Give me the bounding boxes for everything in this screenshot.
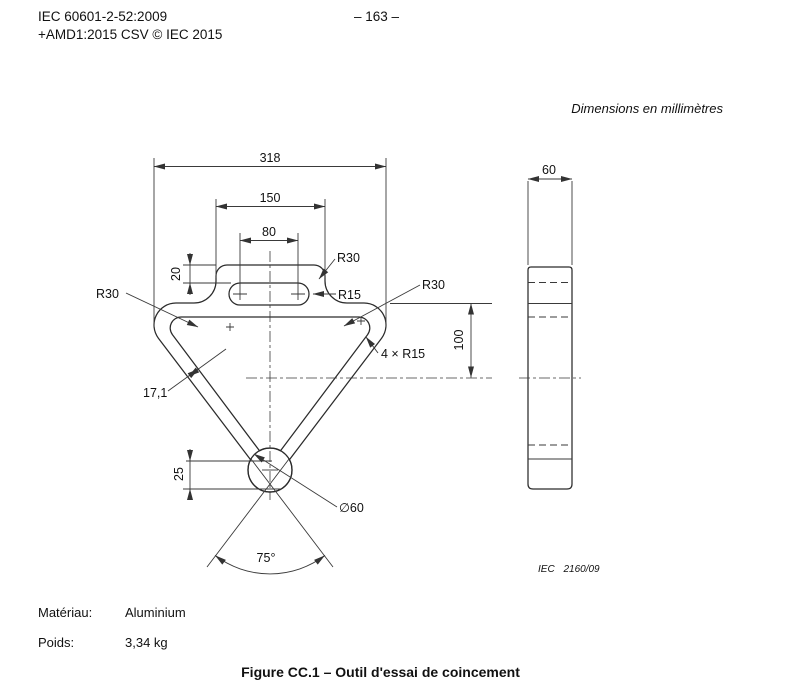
standard-reference: IEC 60601-2-52:2009 — [38, 9, 168, 24]
material-spec-row — [38, 605, 186, 620]
dim-80-label: 80 — [262, 225, 276, 239]
dim-20-label: 20 — [169, 267, 183, 281]
dim-150-label: 150 — [259, 191, 281, 205]
dim-100-label: 100 — [452, 329, 466, 351]
dim-25-extensions — [183, 461, 282, 489]
angle-75-arrow-right — [319, 556, 324, 560]
dim-dia60-label: ∅60 — [339, 501, 364, 515]
side-dim-60-label: 60 — [542, 163, 556, 177]
weight-value: 3,34 kg — [125, 635, 168, 650]
material-value: Aluminium — [125, 605, 186, 620]
dim-17-1-arrow-inner — [191, 369, 198, 374]
dim-318-label: 318 — [259, 151, 281, 165]
radius-r30-right-label: R30 — [422, 278, 445, 292]
side-edge-lines — [528, 304, 572, 460]
figure-reference: IEC 2160/09 — [538, 564, 600, 575]
weight-spec-row — [38, 635, 168, 650]
radius-4xr15-label: 4 × R15 — [381, 347, 426, 361]
dim-25-label: 25 — [172, 467, 186, 481]
weight-label: Poids: — [38, 635, 75, 650]
radius-r30-tab-leader — [319, 259, 335, 279]
angle-75-label: 75° — [256, 551, 276, 565]
amendment-reference: +AMD1:2015 CSV © IEC 2015 — [38, 26, 223, 42]
radius-r15-slot-label: R15 — [338, 288, 361, 302]
dim-17-1-label: 17,1 — [143, 386, 168, 400]
side-dim-60-extensions — [528, 181, 572, 265]
radius-r30-tab-label: R30 — [337, 251, 360, 265]
side-hidden-lines — [528, 283, 572, 446]
radius-r30-left-leader — [126, 293, 198, 327]
radius-r30-left-label: R30 — [96, 287, 119, 301]
dim-dia60-leader — [254, 454, 337, 507]
page-number: – 163 – — [354, 9, 400, 24]
material-label: Matériau: — [38, 605, 93, 620]
units-note: Dimensions en millimètres — [571, 101, 723, 116]
dim-80-extensions — [240, 233, 298, 300]
figure-caption: Figure CC.1 – Outil d'essai de coincement — [241, 664, 520, 680]
angle-75-arrow-left — [215, 556, 220, 560]
